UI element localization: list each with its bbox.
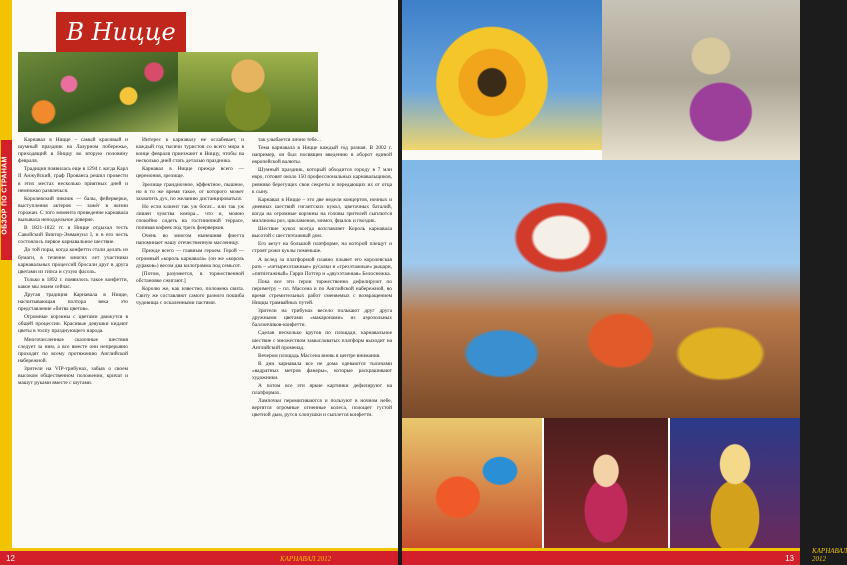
paragraph: До той поры, когда конфетти стали делать из бумаги, в течение многих лет участники карнавальных процессий бросали друг в друга цветами из гипса и сухую фасоль. [18, 247, 128, 275]
text-column-1 [18, 137, 128, 542]
paragraph: Королю же, как известно, положена свита. Свиту же составляют самого разного пошиба чудовища с оскаленными пастями. [136, 285, 244, 307]
paragraph: Шумный праздник, который обходится городу в 7 млн евро, готовят около 150 профессиональных карнавальщиков, ревниво берегущих свои секреты и передающих их от отца к сыну. [252, 167, 392, 195]
paragraph: Интерес к карнавалу не ослабевает, и каждый год тысячи туристов со всего мира в конце февраля приезжают в Ниццу, чтобы на несколько дней стать деталью праздника. [136, 137, 244, 165]
paragraph: Вечером площадь Массена вновь в центре внимания. [258, 352, 381, 359]
paragraph: Лампочки перемигиваются и пользуют в ночном небе, вертятся огромные огненные колеса, полощет густой цветной дым, рутся хлопушки и сыплется конфетти. [252, 398, 392, 419]
side-tab [0, 0, 12, 565]
sun-costume-photo [402, 0, 602, 150]
paragraph: Пока все эти герои торжественно дефилируют по периметру – пл. Массена и по Английской набережной, во время стремительных работ сменяемых с возвращением Ниццы трамвайных путей. [252, 278, 392, 307]
dancer-photo [178, 52, 318, 132]
carnival-float-photo [402, 160, 800, 418]
right-page [402, 0, 800, 565]
paragraph: Огромные корзины с цветами движутся в общей процессии. Красивые девушки кидают цветы в толпу празднующего народа. [18, 314, 128, 335]
paragraph: Королевский пикник — балы, фейерверки, выступления актеров — зажёг в жизни горожан. С того момента проведение карнавала вызывала неподдельное доверие. [18, 195, 128, 224]
paragraph: так улыбается лично тебе... [258, 137, 321, 143]
footer-brand: КАРНАВАЛ 2012 [280, 555, 332, 563]
paragraph: Сделав несколько кругов по площади, карнавальное шествие с множеством замысловатых платформ выходит на Английский променад. [252, 330, 392, 351]
paragraph: Прежде всего — главным героем. Герой — огромный «король карнавала» (он же «король дураков») весом два килограмма под семьсот. [136, 248, 244, 269]
paragraph: Только в 1892 г. появилось такое конфетти, какое мы знаем сейчас. [18, 276, 128, 290]
gold-masked-figure-photo [670, 418, 800, 550]
paragraph: Другая традиция Карнавала в Ницце, насчитывающая полтора века это представление «битва цветов». [18, 291, 128, 313]
paragraph: В дни карнавала все не дома одеваются тысячами «вадратных метров фанеры», которые раскрашивают художники. [252, 360, 392, 381]
paragraph: Зрители на трибунах весело полькают друг друга дружными цветами «макаронами» из аэрозольных баллончиков-конфетти. [252, 308, 392, 329]
page-number: 13 [785, 554, 794, 563]
paragraph: Зрители на VIP-трибунах, забыв о своем высоком общественном положении, кричат и машут руками вместе с шутами. [18, 365, 128, 387]
page-title: В Ницце [56, 12, 186, 52]
paragraph: Многочисленные сказочные шествия следует за ним, а все вместе они непрерывно проходят по всему протяжению Английской набережной. [18, 336, 128, 364]
footer-brand: КАРНАВАЛ 2012 [812, 547, 847, 563]
paragraph: А вслед за платформой плавно плывет его королевская рать – «четырехэтажные» русалки и «трехэтажные» рыцари, «пятиэтажный» Гарри Поттер и «двухэтажная» Белоснежка. [252, 256, 392, 277]
paragraph: Традиция появилась еще в 1294 г. когда Карл II Анжуйский, граф Прованса решил провести в этих местах несколько приятных дней и немножко развлечься. [18, 166, 128, 194]
carnival-puppet-photo [602, 0, 800, 160]
paragraph: Карнавал в Ницце прежде всего — церемония, зрелище. [136, 166, 244, 180]
paragraph: В 1821-1822 гг. в Ницце отдыхал тесть Савойский Виктор-Эммануил I, и в его честь состоялось первое карнавальное шествие. [18, 225, 128, 246]
flower-garden-photo [18, 52, 188, 132]
paragraph: Но если клиент так уж богат... или так уж лишен чувства юмора... что и, можно спокойно сидеть на гостиничной террасе, попивая кофеек под треск феерверков. [136, 203, 244, 232]
footer-strip [402, 548, 800, 551]
footer-left [0, 551, 398, 565]
left-page [0, 0, 398, 565]
paragraph: А потом все эти яркие картинки дефилируют на платформах. [252, 383, 392, 397]
paragraph: [Потом, разумеется, в торжественной обстановке сжигают.] [136, 270, 244, 284]
paragraph: Зрелище грандиозное, эффектное, пышное, но в то же время такое, от которого может захватить дух, по желанию дистанцироваться. [136, 181, 244, 202]
page-number: 12 [6, 554, 15, 563]
paragraph: Шествие кукол всегда возглавляет Король карнавала высотой с шестиэтажный дом. [252, 226, 392, 240]
masked-figure-photo [544, 418, 668, 550]
paragraph: Очень во многом нынешняя фиеста напоминает нашу отечественную масленицу. [136, 233, 244, 247]
paragraph: Карнавал в Ницце – самый красивый и шумный праздник на Лазурном побережье, приходящий в Ниццу во вторую половину февраля. [18, 137, 128, 165]
side-tab-label: ОБЗОР ПО СТРАНАМ [1, 156, 9, 235]
parade-photo [402, 418, 542, 550]
paragraph: Тема карнавала в Ницце каждый год разная. В 2002 г. например, он был посвящен введению в оборот единой европейской валюты. [252, 145, 392, 166]
text-column-3 [252, 137, 392, 542]
paragraph: Его везут на большой платформе, на которой плещут и строят рожи куклы поменьше. [252, 241, 392, 255]
paragraph: Карнавал в Ницце – это две недели концертов, ночных и дневных шествий гигантских кукол, цветочных баталий, когда на огромные корзины на головы зрителей сыплются миллионы роз, цикламенов, мимоз, фиалок и гвоздик. [252, 196, 392, 225]
footer-right [402, 547, 847, 565]
text-column-2 [136, 137, 244, 542]
